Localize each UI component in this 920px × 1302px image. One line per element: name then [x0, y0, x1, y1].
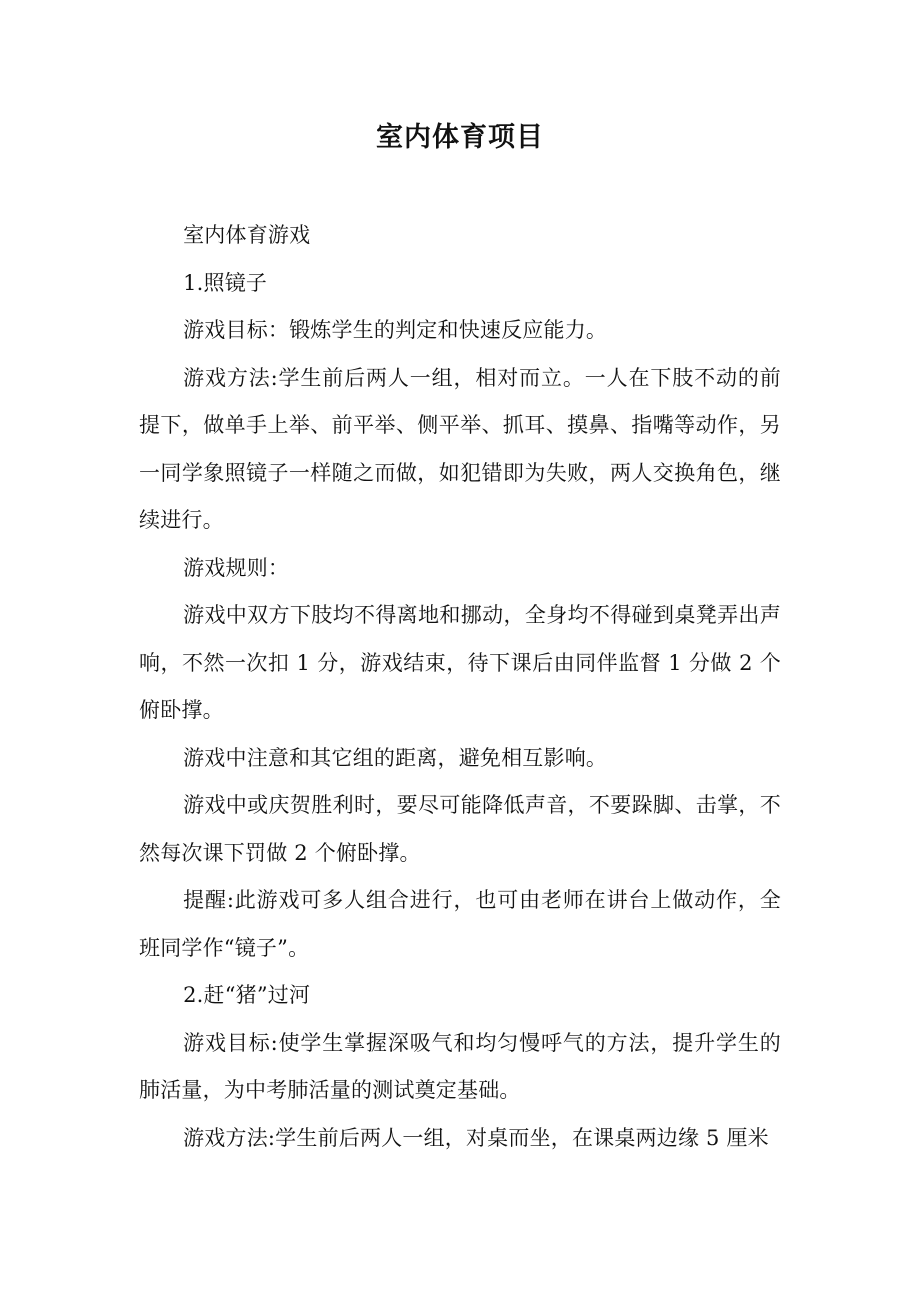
reminder-paragraph: 提醒:此游戏可多人组合进行，也可由老师在讲台上做动作，全班同学作“镜子”。 [139, 888, 781, 960]
document-body [139, 212, 781, 1162]
game-rule-paragraph: 游戏中或庆贺胜利时，要尽可能降低声音，不要跺脚、击掌，不然每次课下罚做 2 个俯卧撑。 [139, 793, 781, 865]
game-goal-paragraph: 游戏目标：锻炼学生的判定和快速反应能力。 [183, 318, 608, 342]
game-title: 1.照镜子 [183, 270, 268, 295]
game-method-paragraph: 游戏方法:学生前后两人一组，对桌而坐，在课桌两边缘 5 厘米 [183, 1125, 769, 1150]
game-rule-paragraph: 游戏中注意和其它组的距离，避免相互影响。 [183, 745, 608, 770]
game-method-paragraph: 游戏方法:学生前后两人一组，相对而立。一人在下肢不动的前提下，做单手上举、前平举、侧平举、抓耳、摸鼻、指嘴等动作，另一同学象照镜子一样随之而做，如犯错即为失败，两人交换角色，继续进行。 [139, 365, 781, 532]
game-rules-heading: 游戏规则： [183, 555, 290, 580]
game-goal-paragraph: 游戏目标:使学生掌握深吸气和均匀慢呼气的方法，提升学生的肺活量，为中考肺活量的测试奠定基础。 [139, 1030, 781, 1102]
document-title: 室内体育项目 [376, 122, 544, 153]
section-heading: 室内体育游戏 [183, 223, 311, 247]
game-rule-paragraph: 游戏中双方下肢均不得离地和挪动，全身均不得碰到桌凳弄出声响，不然一次扣 1 分，游戏结束，待下课后由同伴监督 1 分做 2 个俯卧撑。 [139, 603, 781, 722]
game-title: 2.赶“猪”过河 [183, 983, 311, 1007]
